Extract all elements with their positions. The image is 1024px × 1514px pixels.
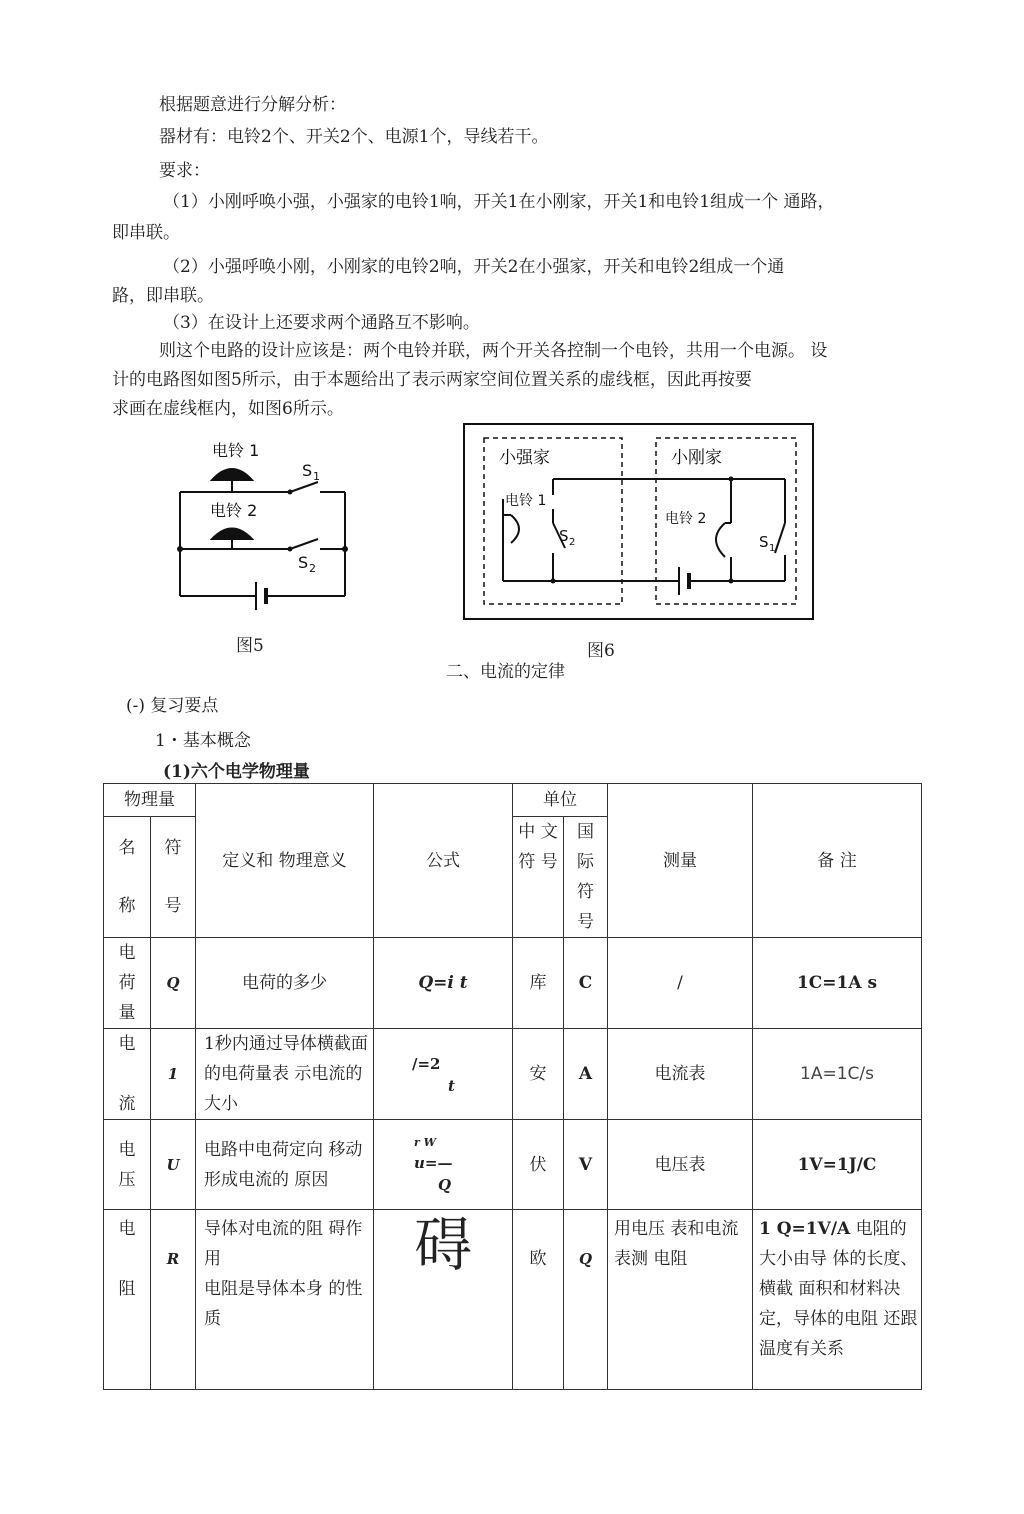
row-current-cn-unit: 安	[513, 1029, 564, 1120]
fig6-bell2-label: 电铃 2	[665, 511, 707, 527]
row-current-symbol: 1	[151, 1029, 196, 1120]
fig6-s2-sub: 2	[569, 537, 576, 548]
row-charge-definition: 电荷的多少	[196, 938, 374, 1029]
table-row	[104, 1029, 922, 1120]
fig6-s1-sub: 1	[769, 543, 776, 554]
fig6-s2-label: S	[559, 527, 569, 545]
row-resistance-name: 电 阻	[104, 1210, 151, 1390]
header-symbol	[151, 817, 196, 938]
subsection-basic-concepts: 1・基本概念	[155, 731, 251, 751]
row-charge-note: 1C=1A s	[753, 938, 922, 1029]
subsection-review-points: (-) 复习要点	[126, 696, 219, 716]
fig6-bell1-label: 电铃 1	[505, 493, 547, 509]
row-current-definition: 1秒内通过导体横截面的电荷量表 示电流的大小	[196, 1029, 374, 1120]
row-charge-cn-unit: 库	[513, 938, 564, 1029]
row-resistance-cn-unit: 欧	[513, 1210, 564, 1390]
row-voltage-formula: r W u=— Q	[374, 1120, 513, 1210]
fig5-bell2-label: 电铃 2	[210, 501, 258, 520]
row-voltage-cn-unit: 伏	[513, 1120, 564, 1210]
fig5-s1-label: S	[302, 461, 313, 480]
paragraph-line-2: 计的电路图如图5所示，由于本题给出了表示两家空间位置关系的虚线框，因此再按要	[112, 370, 752, 390]
subsection-six-quantities: (1)六个电学物理量	[163, 762, 310, 782]
row-charge-symbol: Q	[151, 938, 196, 1029]
row-current-formula: /=2 t	[374, 1029, 513, 1120]
intro-line-2: 器材有：电铃2个、开关2个、电源1个，导线若干。	[159, 127, 549, 147]
intro-line-1: 根据题意进行分解分析：	[159, 95, 346, 115]
fig5-s1-sub: 1	[313, 470, 320, 483]
paragraph-line-3: 求画在虚线框内，如图6所示。	[112, 399, 344, 419]
physical-quantities-table	[103, 783, 922, 1390]
row-charge-name: 电 荷 量	[104, 938, 151, 1029]
requirement-2-cont: 路，即串联。	[112, 286, 214, 306]
header-definition: 定义和 物理意义	[196, 784, 374, 938]
table-row	[104, 938, 922, 1029]
figure-6-caption: 图6	[587, 641, 615, 661]
requirement-1: （1）小刚呼唤小强，小强家的电铃1响，开关1在小刚家，开关1和电铃1组成一个 通路，	[163, 192, 835, 212]
requirement-3: （3）在设计上还要求两个通路互不影响。	[163, 313, 480, 333]
header-formula: 公式	[374, 784, 513, 938]
row-charge-formula: Q=i t	[374, 938, 513, 1029]
row-voltage-note: 1V=1J/C	[753, 1120, 922, 1210]
requirement-1-cont: 即串联。	[112, 223, 180, 243]
row-resistance-note-formula: 1 Q=1V/A	[759, 1219, 851, 1239]
row-voltage-definition: 电路中电荷定向 移动形成电流的 原因	[196, 1120, 374, 1210]
section-title: 二、电流的定律	[446, 662, 565, 682]
fig5-s2-label: S	[298, 553, 309, 572]
header-note: 备 注	[753, 784, 922, 938]
paragraph-line-1: 则这个电路的设计应该是：两个电铃并联，两个开关各控制一个电铃，共用一个电源。 设	[159, 341, 828, 361]
row-current-name: 电 流	[104, 1029, 151, 1120]
row-resistance-note	[753, 1210, 922, 1390]
header-symbol-bottom: 号	[164, 896, 182, 916]
table-row	[104, 1210, 922, 1390]
fig5-bell1-label: 电铃 1	[212, 441, 260, 460]
row-voltage-measure: 电压表	[608, 1120, 753, 1210]
header-unit: 单位	[513, 784, 608, 817]
circuit-figure-6	[463, 423, 815, 621]
row-resistance-symbol: R	[151, 1210, 196, 1390]
row-voltage-name: 电 压	[104, 1120, 151, 1210]
row-resistance-definition: 导体对电流的阻 碍作用 电阻是导体本身 的性质	[196, 1210, 374, 1390]
row-resistance-measure: 用电压 表和电流表测 电阻	[608, 1210, 753, 1390]
header-cn-symbol: 中 文 符 号	[513, 817, 564, 938]
row-current-note: 1A=1C/s	[753, 1029, 922, 1120]
row-current-measure: 电流表	[608, 1029, 753, 1120]
table-row	[104, 1120, 922, 1210]
row-charge-intl-unit: C	[564, 938, 608, 1029]
header-quantity: 物理量	[104, 784, 196, 817]
row-charge-measure: /	[608, 938, 753, 1029]
row-current-intl-unit: A	[564, 1029, 608, 1120]
circuit-figure-5	[170, 436, 360, 616]
header-intl-symbol: 国 际 符 号	[564, 817, 608, 938]
header-name-top: 名	[118, 838, 136, 858]
figure-5-caption: 图5	[236, 636, 264, 656]
header-measure: 测量	[608, 784, 753, 938]
row-resistance-note-text: 电阻的大小由导 体的长度、横截 面积和材料决 定，导体的电阻 还跟温度有关系	[759, 1219, 918, 1359]
requirement-2: （2）小强呼唤小刚，小刚家的电铃2响，开关2在小强家，开关和电铃2组成一个通	[163, 257, 785, 277]
fig6-box-right-label: 小刚家	[671, 448, 722, 468]
header-symbol-top: 符	[164, 838, 182, 858]
intro-line-3: 要求：	[159, 161, 210, 181]
row-resistance-formula: 碍	[374, 1210, 513, 1390]
row-voltage-intl-unit: V	[564, 1120, 608, 1210]
row-voltage-symbol: U	[151, 1120, 196, 1210]
row-resistance-intl-unit: Q	[564, 1210, 608, 1390]
fig6-s1-label: S	[759, 533, 769, 551]
fig5-s2-sub: 2	[309, 562, 316, 575]
header-name	[104, 817, 151, 938]
fig6-box-left-label: 小强家	[499, 448, 550, 468]
header-name-bottom: 称	[118, 896, 136, 916]
